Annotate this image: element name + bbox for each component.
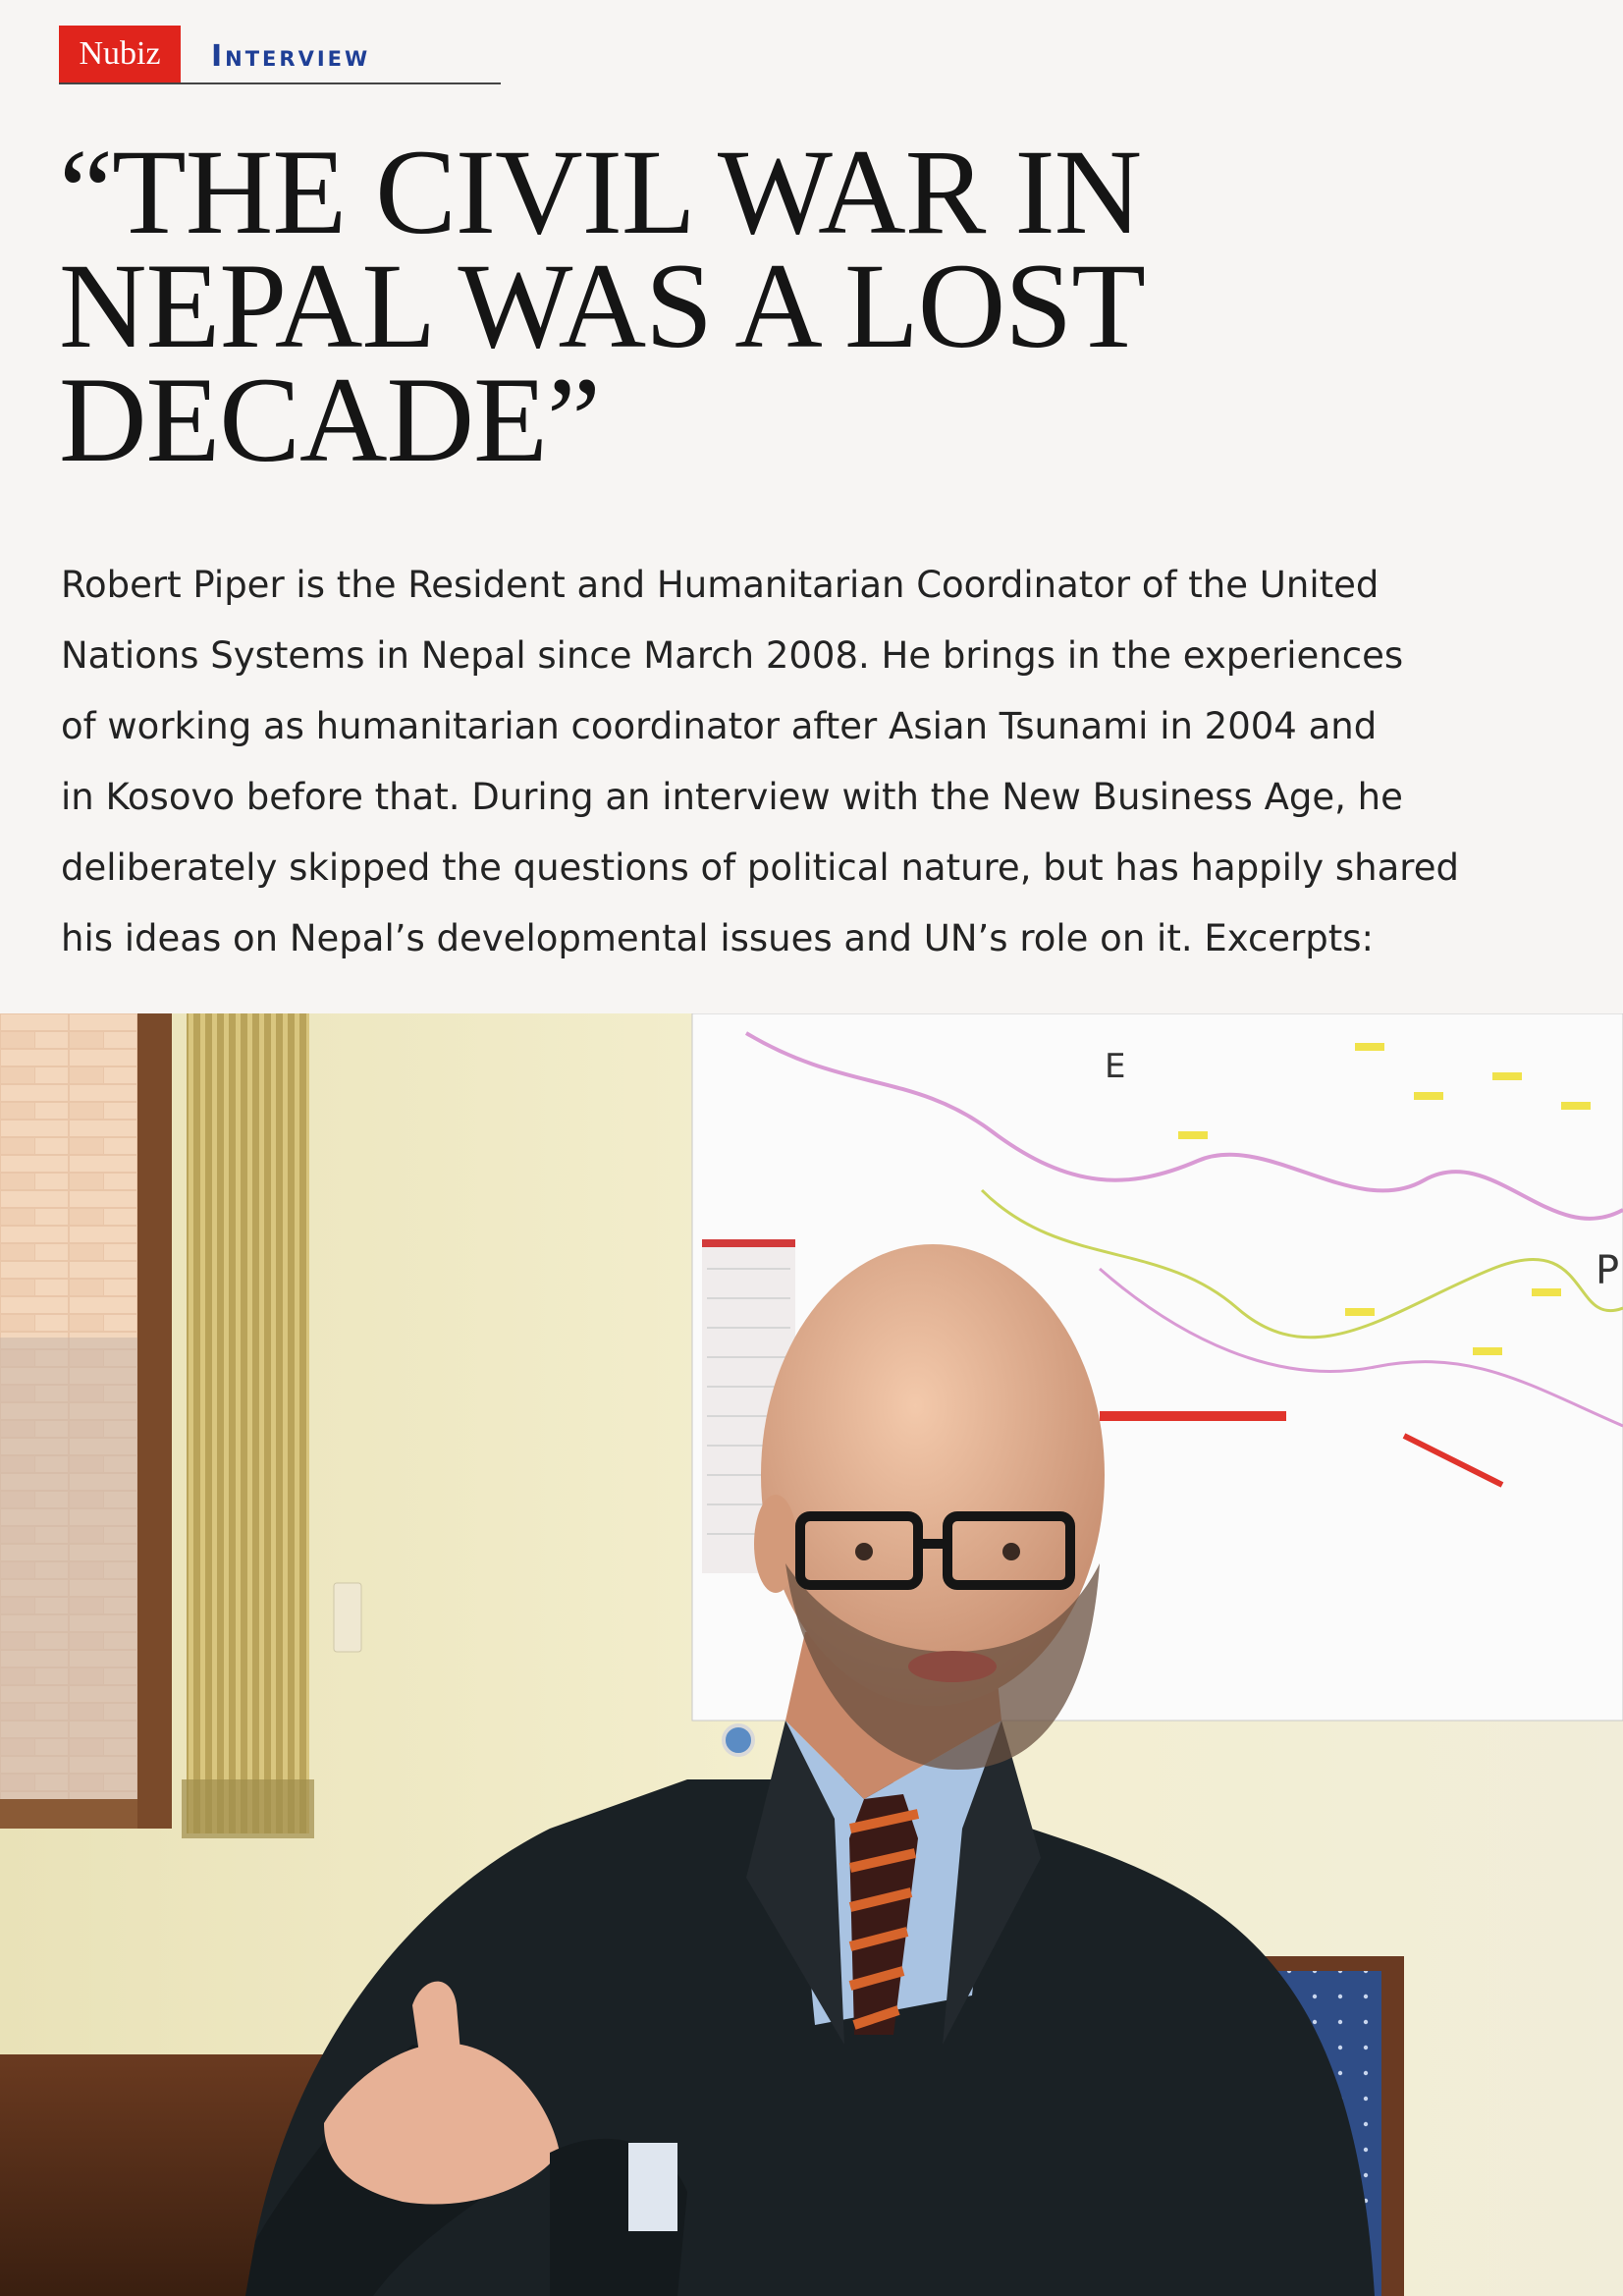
intro-line: of working as humanitarian coordinator after Asian Tsunami in 2004 and xyxy=(61,705,1378,747)
map-letter: P xyxy=(1596,1248,1620,1293)
intro-line: in Kosovo before that. During an interview with the New Business Age, he xyxy=(61,776,1403,818)
intro-line: Nations Systems in Nepal since March 2008. He brings in the experiences xyxy=(61,634,1404,677)
article-headline xyxy=(59,125,1335,487)
article-intro xyxy=(61,550,1573,974)
headline-line: “THE CIVIL WAR IN xyxy=(59,125,1142,259)
map-letter: E xyxy=(1105,1047,1126,1086)
portrait-illustration xyxy=(0,1013,1623,2296)
page-header xyxy=(59,26,501,84)
radiator xyxy=(187,1013,309,1833)
intro-line: deliberately skipped the questions of political nature, but has happily shared xyxy=(61,847,1459,889)
headline-line: NEPAL WAS A LOST xyxy=(59,239,1145,373)
section-label: Interview xyxy=(211,39,371,74)
light-switch xyxy=(334,1583,361,1652)
intro-line: Robert Piper is the Resident and Humanitarian Coordinator of the United xyxy=(61,564,1380,606)
intro-line: his ideas on Nepal’s developmental issues and UN’s role on it. Excerpts: xyxy=(61,917,1375,959)
headline-line: DECADE” xyxy=(59,353,600,487)
lapel-pin xyxy=(724,1725,753,1755)
header-divider xyxy=(59,82,501,84)
brand-logo: Nubiz xyxy=(59,26,181,82)
interview-photo xyxy=(0,1013,1623,2296)
window xyxy=(0,1013,172,1829)
